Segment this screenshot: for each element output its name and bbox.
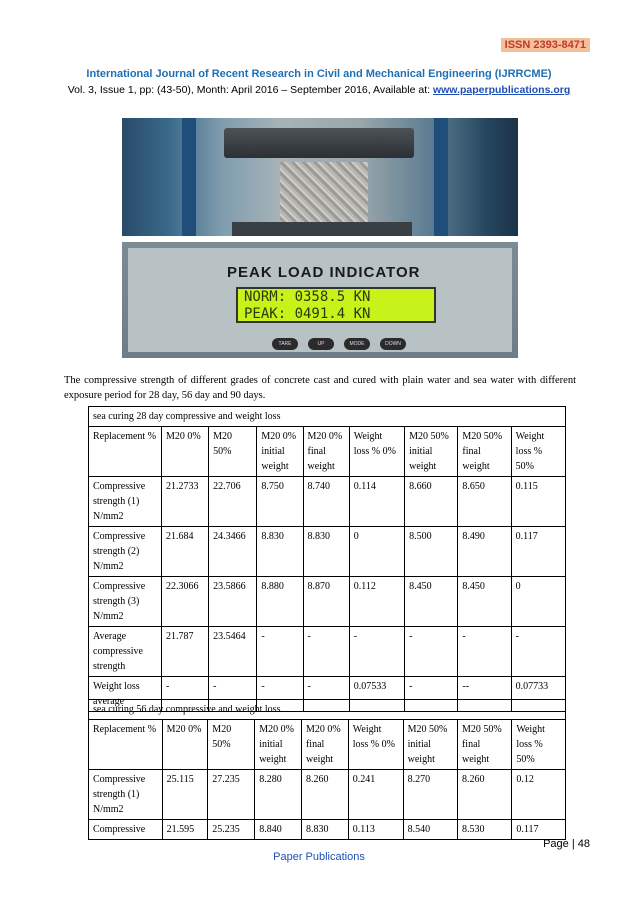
data-cell: 23.5866 xyxy=(209,577,257,627)
data-cell: 8.500 xyxy=(405,527,458,577)
data-cell: - xyxy=(458,627,511,677)
data-cell: 0.115 xyxy=(511,477,565,527)
data-cell: - xyxy=(257,627,303,677)
row-label: Compressive strength (1) N/mm2 xyxy=(89,477,162,527)
data-cell: 22.706 xyxy=(209,477,257,527)
data-cell: 8.660 xyxy=(405,477,458,527)
lcd-peak-line: PEAK: 0491.4 KN xyxy=(244,306,371,322)
table-row xyxy=(89,770,566,820)
data-cell: 0.07533 xyxy=(349,677,404,712)
data-cell: 0 xyxy=(349,527,404,577)
table-caption: sea curing 28 day compressive and weight loss xyxy=(89,407,566,427)
data-cell: 8.650 xyxy=(458,477,511,527)
table-row xyxy=(89,527,566,577)
header-cell: Weight loss % 50% xyxy=(512,720,566,770)
data-cell: 22.3066 xyxy=(161,577,208,627)
header-cell: M20 50% initial weight xyxy=(405,427,458,477)
data-cell: 8.280 xyxy=(255,770,302,820)
data-cell: 8.830 xyxy=(257,527,303,577)
data-cell: 8.750 xyxy=(257,477,303,527)
data-cell: 25.235 xyxy=(208,820,255,840)
lower-platen xyxy=(232,222,412,236)
row-label: Compressive strength (2) N/mm2 xyxy=(89,527,162,577)
data-cell: 8.830 xyxy=(301,820,348,840)
data-cell: 8.870 xyxy=(303,577,349,627)
issn-badge: ISSN 2393-8471 xyxy=(501,38,590,52)
data-cell: - xyxy=(405,677,458,712)
peak-load-indicator-photo xyxy=(122,242,518,358)
data-cell: 8.450 xyxy=(405,577,458,627)
table-row xyxy=(89,627,566,677)
lcd-norm-line: NORM: 0358.5 KN xyxy=(244,289,371,305)
data-cell: 8.260 xyxy=(457,770,511,820)
header-cell: M20 50% initial weight xyxy=(403,720,457,770)
data-cell: 8.830 xyxy=(303,527,349,577)
volume-line xyxy=(0,84,638,96)
data-cell: - xyxy=(257,677,303,712)
data-cell: 8.450 xyxy=(458,577,511,627)
down-button: DOWN xyxy=(380,338,406,350)
lcd-display xyxy=(236,287,436,323)
header-cell: M20 0% xyxy=(161,427,208,477)
header-cell: Weight loss % 0% xyxy=(349,427,404,477)
header-cell: M20 0% initial weight xyxy=(255,720,302,770)
header-cell: M20 0% final weight xyxy=(303,427,349,477)
data-cell: - xyxy=(209,677,257,712)
data-cell: - xyxy=(405,627,458,677)
data-cell: - xyxy=(303,627,349,677)
table-row xyxy=(89,477,566,527)
header-cell: Replacement % xyxy=(89,720,163,770)
data-cell: -- xyxy=(458,677,511,712)
data-cell: 8.530 xyxy=(457,820,511,840)
data-cell: 0.117 xyxy=(511,527,565,577)
table-28-day xyxy=(88,406,566,712)
machine-column-right xyxy=(434,118,448,236)
data-cell: 27.235 xyxy=(208,770,255,820)
header-cell: M20 0% final weight xyxy=(301,720,348,770)
data-cell: 0.114 xyxy=(349,477,404,527)
data-cell: - xyxy=(303,677,349,712)
header-cell: M20 50% final weight xyxy=(457,720,511,770)
table-row xyxy=(89,820,566,840)
data-cell: 0.117 xyxy=(512,820,566,840)
upper-platen xyxy=(224,128,414,158)
publisher-footer[interactable]: Paper Publications xyxy=(273,851,365,863)
header-cell: M20 50% xyxy=(209,427,257,477)
row-label: Compressive strength (1) N/mm2 xyxy=(89,770,163,820)
header-cell: Weight loss % 0% xyxy=(348,720,403,770)
data-cell: 0.112 xyxy=(349,577,404,627)
data-cell: 25.115 xyxy=(162,770,208,820)
data-cell: 0 xyxy=(511,577,565,627)
header-cell: M20 50% xyxy=(208,720,255,770)
data-cell: 21.787 xyxy=(161,627,208,677)
data-cell: 0.07733 xyxy=(511,677,565,712)
header-cell: Replacement % xyxy=(89,427,162,477)
data-cell: 8.490 xyxy=(458,527,511,577)
data-cell: 0.241 xyxy=(348,770,403,820)
indicator-title: PEAK LOAD INDICATOR xyxy=(227,264,421,281)
volume-info: Vol. 3, Issue 1, pp: (43-50), Month: April 2016 – September 2016, Available at: xyxy=(67,84,433,96)
data-cell: 8.840 xyxy=(255,820,302,840)
data-cell: - xyxy=(511,627,565,677)
header-cell: M20 50% final weight xyxy=(458,427,511,477)
mode-button: MODE xyxy=(344,338,370,350)
row-label: Compressive strength (3) N/mm2 xyxy=(89,577,162,627)
header-cell: Weight loss % 50% xyxy=(511,427,565,477)
data-cell: 21.2733 xyxy=(161,477,208,527)
header-cell: M20 0% xyxy=(162,720,208,770)
row-label: Compressive xyxy=(89,820,163,840)
data-cell: 8.880 xyxy=(257,577,303,627)
header-cell: M20 0% initial weight xyxy=(257,427,303,477)
data-cell: 21.684 xyxy=(161,527,208,577)
page-number: Page | 48 xyxy=(543,838,590,850)
data-cell: 0.113 xyxy=(348,820,403,840)
up-button: UP xyxy=(308,338,334,350)
table-row xyxy=(89,577,566,627)
table-caption: sea curing 56 day compressive and weight loss xyxy=(89,700,566,720)
table-56-day xyxy=(88,699,566,840)
data-cell: 8.540 xyxy=(403,820,457,840)
row-label: Weight loss average xyxy=(89,677,162,712)
data-cell: 21.595 xyxy=(162,820,208,840)
data-cell: 23.5464 xyxy=(209,627,257,677)
compression-test-photo xyxy=(122,118,518,236)
data-cell: 0.12 xyxy=(512,770,566,820)
data-cell: 24.3466 xyxy=(209,527,257,577)
tare-button: TARE xyxy=(272,338,298,350)
data-cell: 8.740 xyxy=(303,477,349,527)
publisher-link[interactable]: www.paperpublications.org xyxy=(432,84,571,96)
journal-title: International Journal of Recent Research in Civil and Mechanical Engineering (IJRRCME) xyxy=(86,68,552,80)
table-header-row xyxy=(89,427,566,477)
machine-column-left xyxy=(182,118,196,236)
concrete-cube xyxy=(280,162,368,224)
data-cell: - xyxy=(349,627,404,677)
data-cell: - xyxy=(161,677,208,712)
data-cell: 8.270 xyxy=(403,770,457,820)
data-cell: 8.260 xyxy=(301,770,348,820)
indicator-buttons xyxy=(272,332,416,350)
table-header-row xyxy=(89,720,566,770)
body-paragraph: The compressive strength of different grades of concrete cast and cured with plain water and sea water with different exposure period for 28 day, 56 day and 90 days. xyxy=(64,375,576,401)
row-label: Average compressive strength xyxy=(89,627,162,677)
